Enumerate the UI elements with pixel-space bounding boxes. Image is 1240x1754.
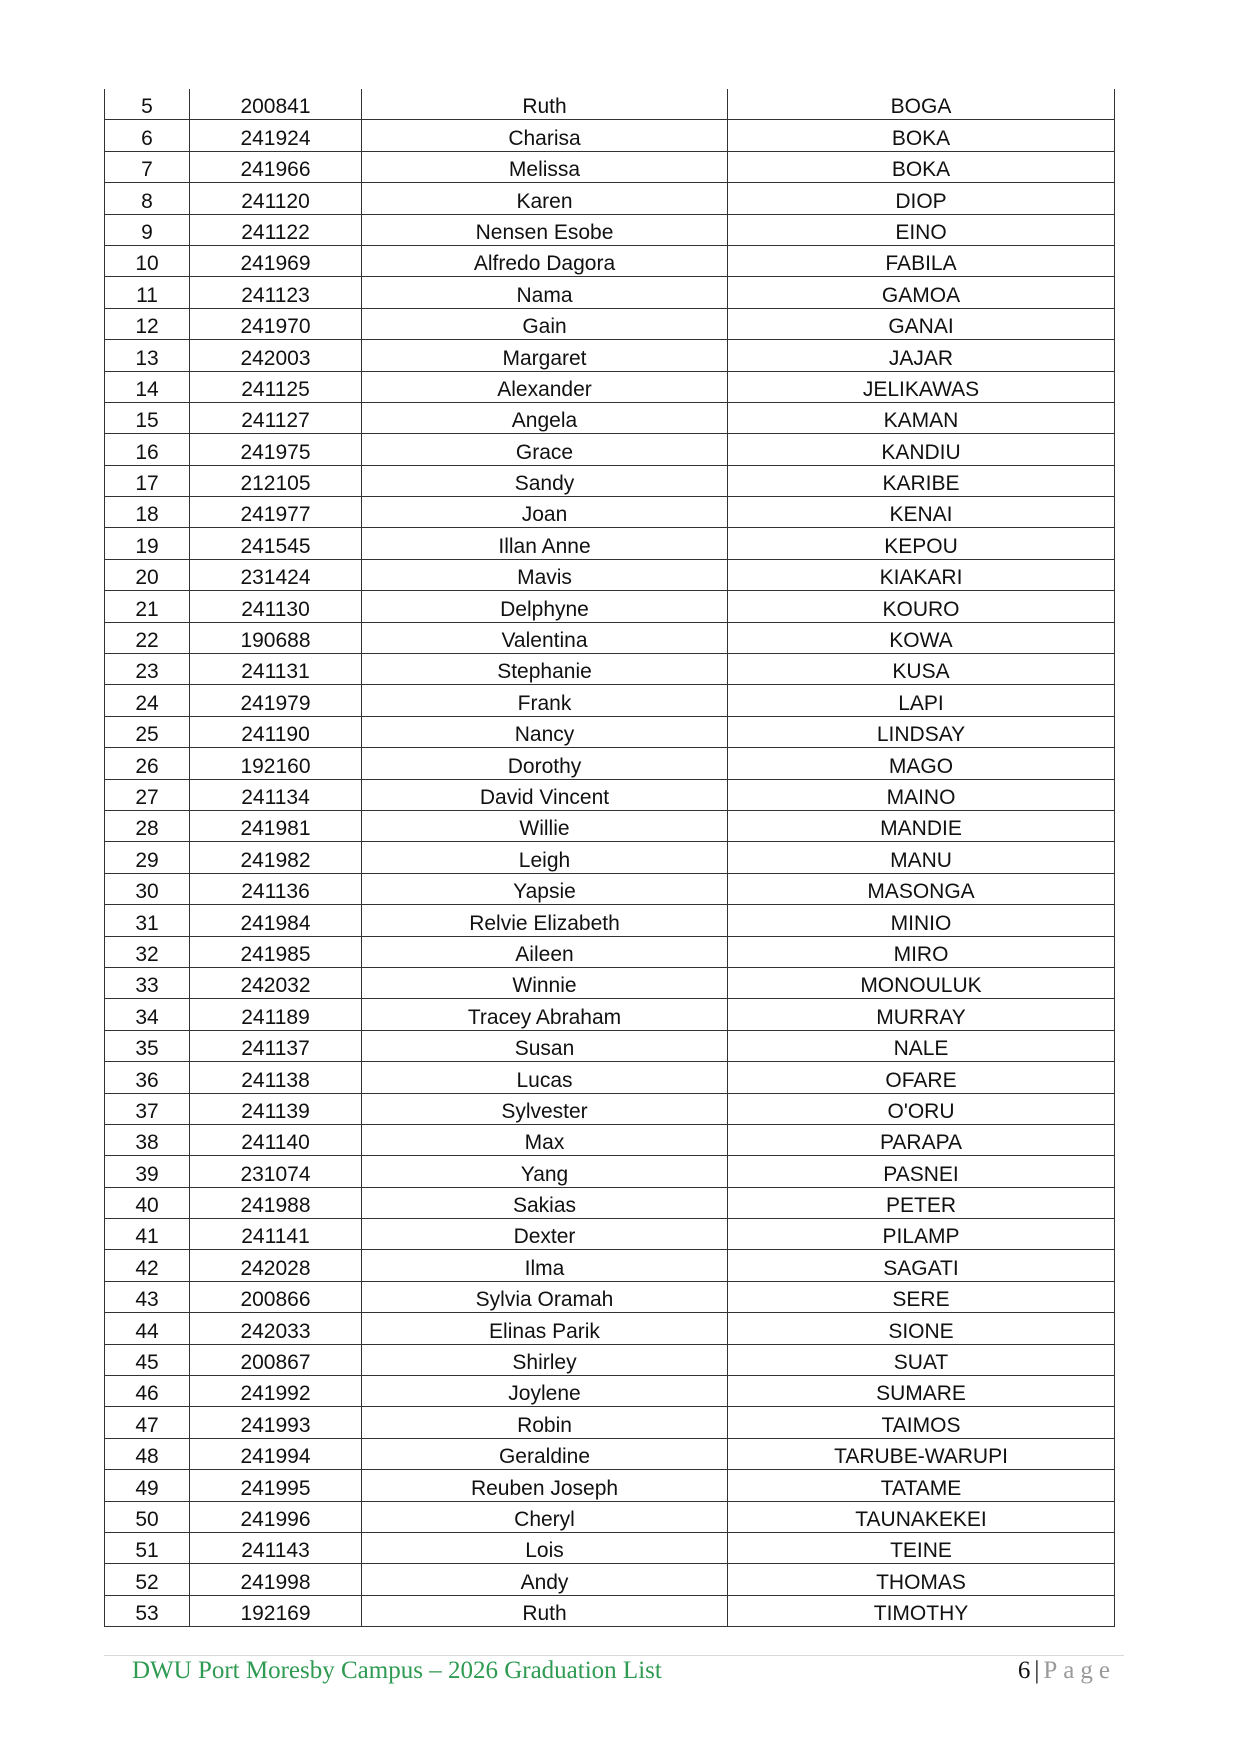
surname-cell: THOMAS [728,1564,1115,1595]
student-id-cell: 192160 [190,748,362,779]
table-row [105,402,1115,433]
student-id-cell: 241122 [190,214,362,245]
graduation-list-body [105,89,1115,1627]
student-id-cell: 241139 [190,1093,362,1124]
row-number-cell: 39 [105,1156,190,1187]
surname-cell: MANU [728,842,1115,873]
student-id-cell: 241966 [190,151,362,182]
surname-cell: MINIO [728,905,1115,936]
surname-cell: KENAI [728,497,1115,528]
surname-cell: KIAKARI [728,559,1115,590]
row-number-cell: 37 [105,1093,190,1124]
page-indicator [1018,1657,1116,1685]
surname-cell: KUSA [728,654,1115,685]
given-name-cell: Mavis [362,559,728,590]
row-number-cell: 6 [105,120,190,151]
row-number-cell: 35 [105,1030,190,1061]
given-name-cell: Ilma [362,1250,728,1281]
student-id-cell: 200841 [190,89,362,120]
surname-cell: BOKA [728,120,1115,151]
table-row [105,1281,1115,1312]
table-row [105,1344,1115,1375]
student-id-cell: 241140 [190,1124,362,1155]
given-name-cell: Dorothy [362,748,728,779]
table-row [105,89,1115,120]
surname-cell: FABILA [728,245,1115,276]
student-id-cell: 241141 [190,1219,362,1250]
given-name-cell: Aileen [362,936,728,967]
table-row [105,1124,1115,1155]
table-row [105,308,1115,339]
student-id-cell: 241190 [190,716,362,747]
table-row [105,1030,1115,1061]
given-name-cell: Willie [362,810,728,841]
row-number-cell: 17 [105,465,190,496]
surname-cell: MONOULUK [728,967,1115,998]
student-id-cell: 241970 [190,308,362,339]
table-row [105,1564,1115,1595]
table-row [105,1595,1115,1626]
footer-title: DWU Port Moresby Campus – 2026 Graduation List [132,1657,662,1684]
given-name-cell: Illan Anne [362,528,728,559]
table-row [105,1470,1115,1501]
given-name-cell: Yapsie [362,873,728,904]
row-number-cell: 40 [105,1187,190,1218]
row-number-cell: 48 [105,1438,190,1469]
surname-cell: TEINE [728,1532,1115,1563]
surname-cell: SIONE [728,1313,1115,1344]
row-number-cell: 32 [105,936,190,967]
row-number-cell: 7 [105,151,190,182]
student-id-cell: 241127 [190,402,362,433]
table-row [105,245,1115,276]
surname-cell: GAMOA [728,277,1115,308]
student-id-cell: 242033 [190,1313,362,1344]
surname-cell: TATAME [728,1470,1115,1501]
surname-cell: SUAT [728,1344,1115,1375]
row-number-cell: 12 [105,308,190,339]
row-number-cell: 11 [105,277,190,308]
table-row [105,1532,1115,1563]
surname-cell: O'ORU [728,1093,1115,1124]
student-id-cell: 241969 [190,245,362,276]
student-id-cell: 241545 [190,528,362,559]
given-name-cell: Karen [362,183,728,214]
row-number-cell: 34 [105,999,190,1030]
student-id-cell: 241131 [190,654,362,685]
table-row [105,1313,1115,1344]
given-name-cell: Ruth [362,1595,728,1626]
table-row [105,497,1115,528]
table-row [105,1062,1115,1093]
student-id-cell: 231074 [190,1156,362,1187]
surname-cell: PILAMP [728,1219,1115,1250]
table-row [105,1407,1115,1438]
row-number-cell: 24 [105,685,190,716]
student-id-cell: 241996 [190,1501,362,1532]
table-row [105,810,1115,841]
row-number-cell: 46 [105,1376,190,1407]
table-row [105,967,1115,998]
student-id-cell: 241988 [190,1187,362,1218]
given-name-cell: Nama [362,277,728,308]
surname-cell: PASNEI [728,1156,1115,1187]
surname-cell: EINO [728,214,1115,245]
table-row [105,716,1115,747]
given-name-cell: Susan [362,1030,728,1061]
surname-cell: TAUNAKEKEI [728,1501,1115,1532]
table-row [105,434,1115,465]
row-number-cell: 33 [105,967,190,998]
surname-cell: KOURO [728,591,1115,622]
given-name-cell: Sakias [362,1187,728,1218]
given-name-cell: Margaret [362,340,728,371]
given-name-cell: Ruth [362,89,728,120]
given-name-cell: Valentina [362,622,728,653]
given-name-cell: Joylene [362,1376,728,1407]
table-row [105,559,1115,590]
student-id-cell: 212105 [190,465,362,496]
table-row [105,1187,1115,1218]
given-name-cell: Delphyne [362,591,728,622]
student-id-cell: 241123 [190,277,362,308]
given-name-cell: Dexter [362,1219,728,1250]
surname-cell: JAJAR [728,340,1115,371]
table-row [105,1376,1115,1407]
table-row [105,654,1115,685]
table-row [105,622,1115,653]
table-row [105,183,1115,214]
student-id-cell: 241992 [190,1376,362,1407]
student-id-cell: 241998 [190,1564,362,1595]
surname-cell: MIRO [728,936,1115,967]
given-name-cell: Grace [362,434,728,465]
student-id-cell: 241993 [190,1407,362,1438]
page-separator: | [1034,1657,1040,1684]
student-id-cell: 241138 [190,1062,362,1093]
graduation-list-table [104,89,1115,1627]
row-number-cell: 52 [105,1564,190,1595]
table-row [105,151,1115,182]
student-id-cell: 241143 [190,1532,362,1563]
row-number-cell: 49 [105,1470,190,1501]
given-name-cell: Lois [362,1532,728,1563]
given-name-cell: David Vincent [362,779,728,810]
surname-cell: TIMOTHY [728,1595,1115,1626]
surname-cell: KANDIU [728,434,1115,465]
table-row [105,1438,1115,1469]
student-id-cell: 231424 [190,559,362,590]
surname-cell: SAGATI [728,1250,1115,1281]
table-row [105,214,1115,245]
table-row [105,999,1115,1030]
given-name-cell: Alexander [362,371,728,402]
row-number-cell: 29 [105,842,190,873]
surname-cell: NALE [728,1030,1115,1061]
surname-cell: JELIKAWAS [728,371,1115,402]
given-name-cell: Charisa [362,120,728,151]
student-id-cell: 241975 [190,434,362,465]
given-name-cell: Joan [362,497,728,528]
surname-cell: BOKA [728,151,1115,182]
student-id-cell: 241981 [190,810,362,841]
surname-cell: KEPOU [728,528,1115,559]
surname-cell: KARIBE [728,465,1115,496]
row-number-cell: 30 [105,873,190,904]
table-row [105,465,1115,496]
row-number-cell: 23 [105,654,190,685]
given-name-cell: Winnie [362,967,728,998]
row-number-cell: 45 [105,1344,190,1375]
given-name-cell: Melissa [362,151,728,182]
table-row [105,1501,1115,1532]
page-number: 6 [1017,1657,1031,1684]
given-name-cell: Sylvester [362,1093,728,1124]
given-name-cell: Lucas [362,1062,728,1093]
given-name-cell: Frank [362,685,728,716]
surname-cell: KOWA [728,622,1115,653]
student-id-cell: 200867 [190,1344,362,1375]
surname-cell: MURRAY [728,999,1115,1030]
row-number-cell: 28 [105,810,190,841]
given-name-cell: Yang [362,1156,728,1187]
surname-cell: MASONGA [728,873,1115,904]
surname-cell: TAIMOS [728,1407,1115,1438]
table-row [105,1250,1115,1281]
surname-cell: LINDSAY [728,716,1115,747]
student-id-cell: 241924 [190,120,362,151]
table-row [105,685,1115,716]
row-number-cell: 22 [105,622,190,653]
student-id-cell: 241130 [190,591,362,622]
table-row [105,779,1115,810]
given-name-cell: Nancy [362,716,728,747]
row-number-cell: 8 [105,183,190,214]
footer-divider [104,1655,1124,1656]
row-number-cell: 20 [105,559,190,590]
student-id-cell: 200866 [190,1281,362,1312]
row-number-cell: 43 [105,1281,190,1312]
given-name-cell: Sandy [362,465,728,496]
given-name-cell: Sylvia Oramah [362,1281,728,1312]
given-name-cell: Shirley [362,1344,728,1375]
table-row [105,748,1115,779]
given-name-cell: Gain [362,308,728,339]
student-id-cell: 190688 [190,622,362,653]
surname-cell: KAMAN [728,402,1115,433]
surname-cell: GANAI [728,308,1115,339]
student-id-cell: 241985 [190,936,362,967]
given-name-cell: Angela [362,402,728,433]
given-name-cell: Robin [362,1407,728,1438]
row-number-cell: 19 [105,528,190,559]
given-name-cell: Relvie Elizabeth [362,905,728,936]
table-row [105,873,1115,904]
surname-cell: SUMARE [728,1376,1115,1407]
given-name-cell: Reuben Joseph [362,1470,728,1501]
surname-cell: SERE [728,1281,1115,1312]
row-number-cell: 41 [105,1219,190,1250]
row-number-cell: 10 [105,245,190,276]
table-row [105,277,1115,308]
given-name-cell: Cheryl [362,1501,728,1532]
row-number-cell: 5 [105,89,190,120]
student-id-cell: 241136 [190,873,362,904]
given-name-cell: Geraldine [362,1438,728,1469]
row-number-cell: 47 [105,1407,190,1438]
row-number-cell: 13 [105,340,190,371]
given-name-cell: Elinas Parik [362,1313,728,1344]
surname-cell: MAGO [728,748,1115,779]
student-id-cell: 241977 [190,497,362,528]
given-name-cell: Leigh [362,842,728,873]
table-row [105,936,1115,967]
given-name-cell: Stephanie [362,654,728,685]
row-number-cell: 42 [105,1250,190,1281]
surname-cell: BOGA [728,89,1115,120]
student-id-cell: 241137 [190,1030,362,1061]
student-id-cell: 241982 [190,842,362,873]
given-name-cell: Alfredo Dagora [362,245,728,276]
row-number-cell: 27 [105,779,190,810]
table-row [105,340,1115,371]
table-row [105,528,1115,559]
student-id-cell: 241984 [190,905,362,936]
table-row [105,1093,1115,1124]
surname-cell: MANDIE [728,810,1115,841]
surname-cell: MAINO [728,779,1115,810]
given-name-cell: Nensen Esobe [362,214,728,245]
row-number-cell: 15 [105,402,190,433]
student-id-cell: 241995 [190,1470,362,1501]
surname-cell: OFARE [728,1062,1115,1093]
row-number-cell: 14 [105,371,190,402]
row-number-cell: 53 [105,1595,190,1626]
table-row [105,1156,1115,1187]
student-id-cell: 242028 [190,1250,362,1281]
row-number-cell: 31 [105,905,190,936]
row-number-cell: 9 [105,214,190,245]
student-id-cell: 241979 [190,685,362,716]
student-id-cell: 241994 [190,1438,362,1469]
surname-cell: LAPI [728,685,1115,716]
table-row [105,1219,1115,1250]
table-row [105,842,1115,873]
surname-cell: DIOP [728,183,1115,214]
given-name-cell: Max [362,1124,728,1155]
student-id-cell: 241125 [190,371,362,402]
row-number-cell: 18 [105,497,190,528]
row-number-cell: 25 [105,716,190,747]
row-number-cell: 21 [105,591,190,622]
row-number-cell: 16 [105,434,190,465]
surname-cell: PARAPA [728,1124,1115,1155]
given-name-cell: Andy [362,1564,728,1595]
row-number-cell: 51 [105,1532,190,1563]
table-row [105,371,1115,402]
student-id-cell: 242003 [190,340,362,371]
student-id-cell: 242032 [190,967,362,998]
row-number-cell: 38 [105,1124,190,1155]
row-number-cell: 44 [105,1313,190,1344]
row-number-cell: 50 [105,1501,190,1532]
student-id-cell: 241120 [190,183,362,214]
given-name-cell: Tracey Abraham [362,999,728,1030]
surname-cell: TARUBE-WARUPI [728,1438,1115,1469]
student-id-cell: 192169 [190,1595,362,1626]
table-row [105,905,1115,936]
student-id-cell: 241134 [190,779,362,810]
table-row [105,120,1115,151]
row-number-cell: 36 [105,1062,190,1093]
student-id-cell: 241189 [190,999,362,1030]
page-label: Page [1043,1657,1116,1684]
row-number-cell: 26 [105,748,190,779]
surname-cell: PETER [728,1187,1115,1218]
table-row [105,591,1115,622]
